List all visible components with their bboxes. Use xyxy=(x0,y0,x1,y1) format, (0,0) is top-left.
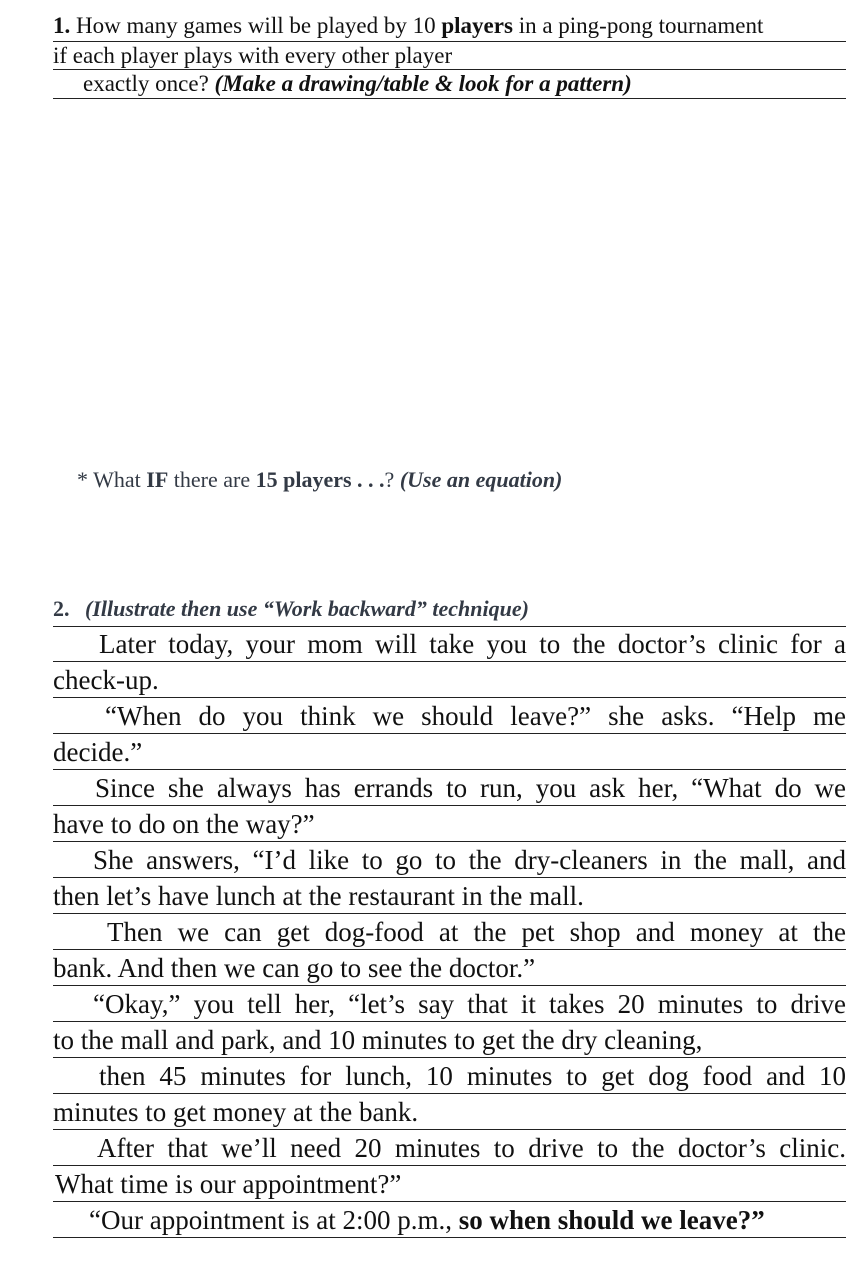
q1-number: 1. xyxy=(53,13,71,38)
q2-hint: (Illustrate then use “Work backward” technique) xyxy=(85,596,529,621)
story-line: Later today, your mom will take you to the doctor’s clinic for a xyxy=(53,626,846,662)
story-line: bank. And then we can go to see the doctor.” xyxy=(53,950,846,986)
story-line: “Okay,” you tell her, “let’s say that it takes 20 minutes to drive xyxy=(53,986,846,1022)
story-last-line xyxy=(53,1202,846,1238)
last-line-a: “Our appointment is at 2:00 p.m., xyxy=(89,1205,452,1235)
q2-number: 2. xyxy=(53,596,70,621)
q1-hint: (Make a drawing/table & look for a pattern) xyxy=(214,71,632,96)
story-line: Then we can get dog-food at the pet shop and money at the xyxy=(53,914,846,950)
story-line: decide.” xyxy=(53,734,846,770)
what-if-star: * xyxy=(77,467,88,492)
story-line: Since she always has errands to run, you ask her, “What do we xyxy=(53,770,846,806)
story-line: check-up. xyxy=(53,662,846,698)
story-line: have to do on the way?” xyxy=(53,806,846,842)
story-line: What time is our appointment?” xyxy=(53,1166,846,1202)
q1-line-1 xyxy=(53,12,846,42)
story-line: then let’s have lunch at the restaurant in the mall. xyxy=(53,878,846,914)
story-line: “When do you think we should leave?” she asks. “Help me xyxy=(53,698,846,734)
what-if-bold1: IF xyxy=(146,467,169,492)
what-if-line xyxy=(77,467,562,493)
q1-text-line3: exactly once? xyxy=(83,71,209,96)
q2-story xyxy=(53,626,846,1238)
last-line-bold: so when should we leave?” xyxy=(458,1205,765,1235)
q1-text-a: How many games will be played by 10 xyxy=(76,13,436,38)
what-if-b: there are xyxy=(173,467,251,492)
story-line: to the mall and park, and 10 minutes to get the dry cleaning, xyxy=(53,1022,846,1058)
what-if-c: ? xyxy=(384,467,395,492)
q2-header xyxy=(53,596,846,627)
q1-text-b: in a ping-pong tournament xyxy=(518,13,764,38)
q1-line-2 xyxy=(53,42,846,70)
q1-text-line2: if each player plays with every other player xyxy=(53,43,453,68)
story-line: minutes to get money at the bank. xyxy=(53,1094,846,1130)
story-line: then 45 minutes for lunch, 10 minutes to get dog food and 10 xyxy=(53,1058,846,1094)
q1-line-3 xyxy=(53,70,846,99)
what-if-a: What xyxy=(93,467,141,492)
what-if-bold2: 15 players . . . xyxy=(255,467,385,492)
story-line: After that we’ll need 20 minutes to drive to the doctor’s clinic. xyxy=(53,1130,846,1166)
story-line: She answers, “I’d like to go to the dry-cleaners in the mall, and xyxy=(53,842,846,878)
q1-bold-players: players xyxy=(441,13,513,38)
what-if-hint: (Use an equation) xyxy=(399,467,563,492)
